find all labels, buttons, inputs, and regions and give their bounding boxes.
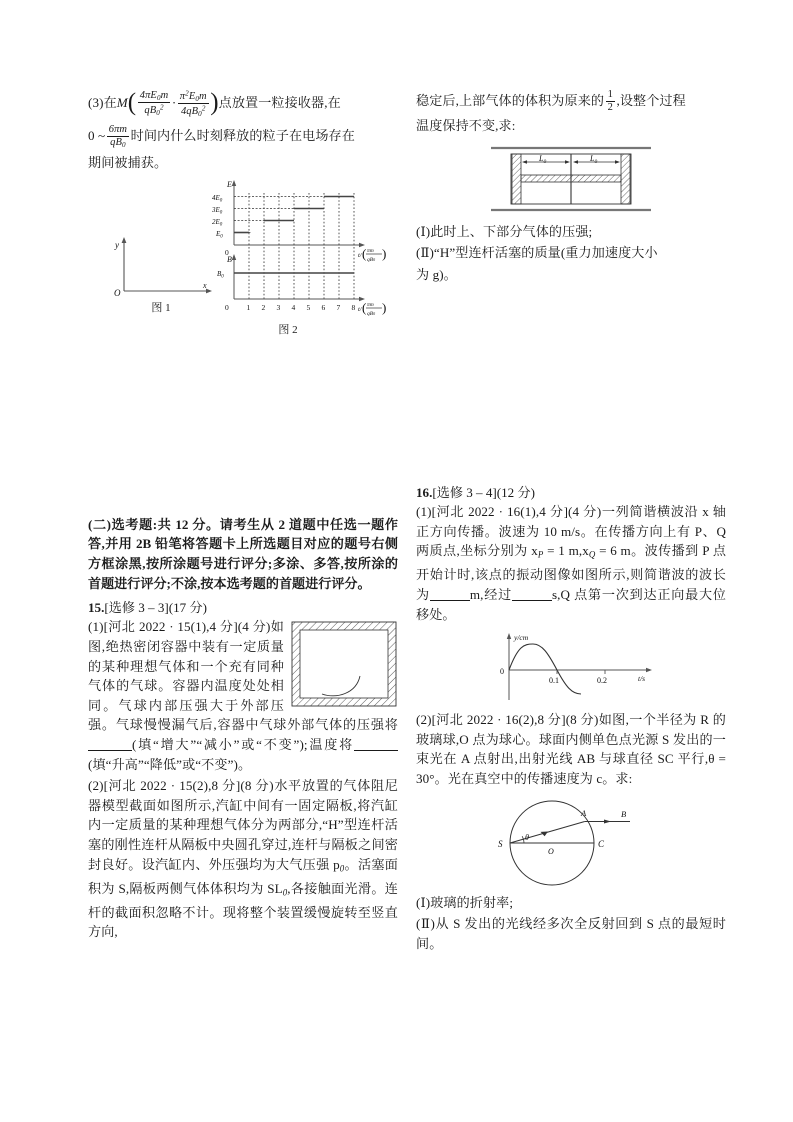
svg-text:πm: πm [367,247,374,254]
svg-text:y: y [115,239,119,250]
svg-text:(: ( [362,299,367,315]
q3-zero: 0 [88,128,95,143]
svg-text:4: 4 [291,302,296,312]
q16-item-ii: (Ⅱ)从 S 发出的光线经多次全反射回到 S 点的最短时间。 [416,916,726,951]
close-paren: ) [210,89,219,116]
svg-text:0: 0 [225,302,229,312]
question-15-part1 [88,617,398,776]
svg-text:0.2: 0.2 [597,676,607,686]
q3-dot: · [171,95,177,110]
figures-1-and-2 [88,177,398,336]
svg-text:5: 5 [306,302,311,312]
q16-p1-run-b: = 1 m,x [543,543,589,559]
svg-text:2E0: $2E_0$ [212,217,223,228]
svg-text:B: B [621,808,627,819]
svg-text:0: 0 [225,247,229,257]
answer-blank-4[interactable] [512,588,552,601]
q15-p2-run1: (2)[河北 2022 · 15(2),8 分](8 分)水平放置的气体阻尼器模型截面如图所示,汽缸中间有一固定隔板,将汽缸内一定质量的某种理想气体分为两部分,“H”型连杆活塞的刚性连杆从隔板中央圆孔穿过,连杆与隔板之间密封良好。设汽缸内、外压强均为大气压强 p [88,778,398,872]
question-3-line-1 [88,88,398,119]
svg-text:): ) [382,299,387,315]
question-16-part1 [416,502,726,624]
svg-text:7: 7 [336,302,341,312]
q15c-prefix: 稳定后,上部气体的体积为原来的 [416,93,605,108]
svg-text:A: A [581,807,587,818]
q16-p1-run-d: Q 点第一次到达正向最大位移处。 [416,587,727,622]
figure-2-caption: 图 2 [278,323,298,336]
svg-text:C: C [598,838,605,849]
svg-text:3: 3 [276,302,281,312]
q15-p1-run2: (填“增大”“减小”或“不变”);温度将 [132,736,354,752]
q16-item-i: (Ⅰ)玻璃的折射率; [416,894,514,910]
q3-fraction-1: $\frac{4\pi E_0m}{qB_0^2}$ [139,90,169,117]
svg-text:3E0: $3E_0$ [212,205,223,216]
svg-text:t/: t/ [358,251,362,259]
svg-text:0.1: 0.1 [549,676,559,686]
svg-text:(: ( [362,245,367,261]
right-column [416,88,726,955]
question-3-block [88,88,398,173]
svg-text:O: O [114,287,121,297]
svg-text:2: 2 [261,302,266,312]
q16-p1-run-a: (1)[河北 2022 · 16(1),4 分](4 分)一列简谐横波沿 x 轴正方向传播。波速为 10 m/s。在传播方向上有 P、Q 两质点,坐标分别为 x [416,504,726,559]
svg-text:B: B [227,254,232,264]
svg-text:B0: $B_0$ [217,269,224,280]
answer-blank-2[interactable] [354,738,398,751]
svg-text:t/s: t/s [638,674,646,684]
svg-text:0: 0 [500,667,504,677]
svg-text:θ: θ [525,832,529,842]
q16-sub-p: P [537,549,544,560]
figure-1-caption: 图 1 [151,301,171,314]
q15-item-i: (Ⅰ)此时上、下部分气体的压强; [416,223,593,239]
left-column [88,88,398,944]
question-16-part2: (2)[河北 2022 · 16(2),8 分](8 分)如图,一个半径为 R 的玻璃球,O 点为球心。球面内侧单色点光源 S 发出的一束光在 A 点射出,出射光线 AB 与球直径 SC 平行,θ = 30°。光在真空中的传播速度为 c。求: [416,712,726,787]
svg-text:L0: $L_0$ [539,153,547,165]
q3-math-M: M [116,95,128,110]
svg-text:qB0: qB0 [367,256,376,263]
q15-cont-line-1 [416,88,726,114]
q15-p1-run3: (填“升高”“降低”或“不变”)。 [88,756,252,772]
svg-text:E: E [227,179,232,189]
question-16-number: 16. [416,484,433,500]
question-16-heading [416,483,726,503]
question-15-number: 15. [88,599,105,615]
svg-text:1: 1 [246,302,251,312]
figure-balloon-container [290,620,398,708]
svg-text:L0: $L_0$ [590,153,598,165]
q15-p2-sub-2: 0 [282,887,288,898]
q16-unit-1: m,经过 [469,587,512,603]
q16-unit-2: s, [551,587,561,603]
svg-text:): ) [382,245,387,261]
q15-item-ii-cont: 为 g)。 [416,267,457,283]
svg-text:qB0: qB0 [367,310,376,317]
q3-fraction-2: $\frac{\pi^2E_0m}{4qB_0^2}$ [179,89,207,118]
question-15-part2-text [88,776,398,942]
svg-text:y/cm: y/cm [514,633,529,643]
answer-blank-3[interactable] [430,588,470,601]
q16-sub-q: Q [588,549,596,560]
svg-text:4E0: $4E_0$ [212,193,223,204]
q3-prefix: (3)在 [88,95,117,110]
svg-text:6: 6 [321,302,326,312]
q15-p1-run1: (1)[河北 2022 · 15(1),4 分](4 分)如图,绝热密闭容器中装有一定质量的某种理想气体和一个充有同种气体的气球。容器内温度处处相同。气球内部压强大于外部压强。气球慢慢漏气后,容器中气球外部气体的压强将 [88,619,398,733]
q15-item-ii-run1: (Ⅱ)“H”型连杆活塞的质量(重力加速度大小 [416,245,658,261]
q15-p2-run2: 。活塞面积为 S,隔板两侧气体体积均为 SL [88,856,398,896]
q15-cont-line-2: 温度保持不变,求: [416,118,516,134]
q15-item-ii [416,243,726,263]
q3-line2-suffix: 时间内什么时刻释放的粒子在电场存在 [130,128,355,143]
q3-fraction-3: $\frac{6\pi m}{qB_0}$ [108,124,128,149]
q15-p2-sub-1: 0 [339,862,345,873]
q15c-suffix: ,设整个过程 [616,93,686,108]
svg-text:t/: t/ [358,305,362,313]
section-b-instructions: (二)选考题:共 12 分。请考生从 2 道题中任选一题作答,并用 2B 铅笔将答题卡上所选题目对应的题号右侧方框涂黑,按所涂题号进行评分;多涂、多答,按所涂的首题进行评分;不涂,按本选考题的首题进行评分。 [88,516,398,591]
svg-text:πm: πm [367,301,374,308]
svg-text:8: 8 [351,302,356,312]
figure-2 [208,177,393,337]
question-15-heading [88,598,398,618]
svg-text:E0: $E_0$ [216,229,223,240]
half-fraction: $\frac{1}{2}$ [607,89,613,113]
svg-text:S: S [498,838,503,849]
open-paren: ( [127,89,137,116]
answer-blank-1[interactable] [88,738,132,751]
svg-text:O: O [548,846,554,856]
question-16-title: [选修 3 – 4](12 分) [432,484,535,500]
q15-p2-run3: ,各接触面光滑。连杆的截面积忽略不计。现将整个装置缓慢旋转至竖直方向, [88,880,398,940]
q16-p1-run-c: = 6 m。波传播到 P 点开始计时,该点的振动图像如图所示,则简谐波的波长为 [416,543,727,603]
figure-1 [106,235,216,315]
question-15-title: [选修 3 – 3](17 分) [104,599,207,615]
q3-tilde: ~ [98,128,106,143]
question-3-line-2 [88,121,398,151]
figure-glass-sphere [416,793,726,889]
figure-vibration-graph [416,630,726,706]
question-3-line-3: 期间被捕获。 [88,155,168,170]
figure-h-piston [416,142,726,216]
svg-text:x: x [203,280,207,290]
q3-suffix: 点放置一粒接收器,在 [218,95,341,110]
